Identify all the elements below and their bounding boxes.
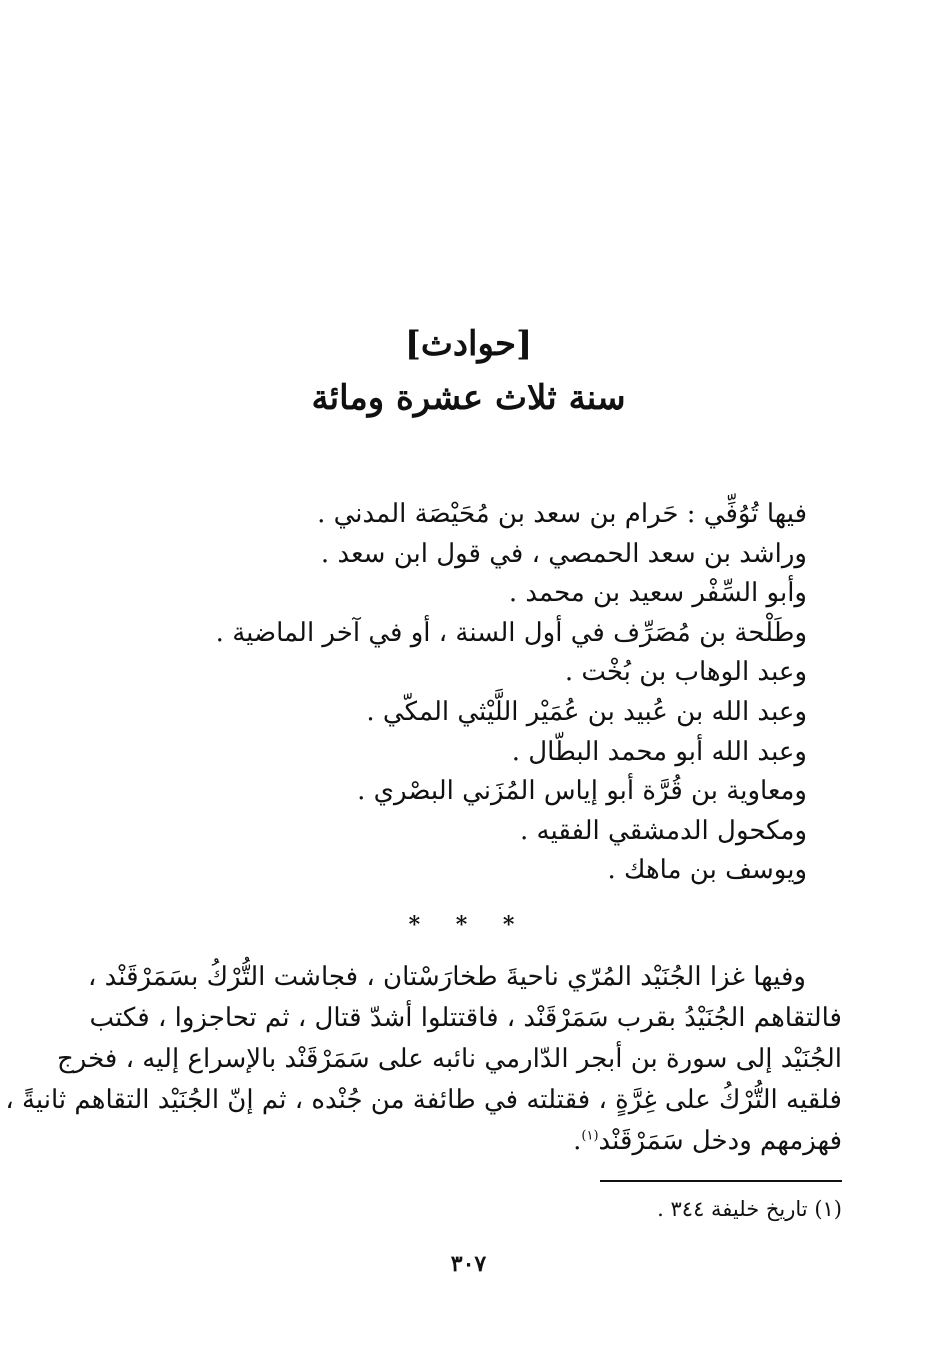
paragraph-line-end: . <box>573 1126 582 1156</box>
paragraph-line: فالتقاهم الجُنَيْدُ بقرب سَمَرْقَنْد ، فاقتتلوا أشدّ قتال ، ثم تحاجزوا ، فكتب <box>89 1003 842 1033</box>
year-heading: سنة ثلاث عشرة ومائة <box>311 378 626 418</box>
footnote-divider <box>600 1180 842 1182</box>
footnote: (١) تاريخ خليفة ٣٤٤ . <box>657 1197 842 1221</box>
list-item: وعبد الوهاب بن بُخْت . <box>564 657 807 688</box>
paragraph-last-line <box>94 1121 842 1162</box>
deaths-list <box>215 495 807 891</box>
list-item: وراشد بن سعد الحمصي ، في قول ابن سعد . <box>320 538 807 569</box>
list-item: ويوسف بن ماهك . <box>607 855 807 886</box>
paragraph-line: الجُنَيْد إلى سورة بن أبجر الدّارمي نائبه على سَمَرْقَنْد بالإسراع إليه ، فخرج <box>56 1044 842 1074</box>
section-separator: * * * <box>408 912 529 938</box>
page-number: ٣٠٧ <box>450 1251 487 1277</box>
list-item: وطَلْحة بن مُصَرِّف في أول السنة ، أو في آخر الماضية . <box>215 617 807 648</box>
list-item: وعبد الله بن عُبيد بن عُمَيْر اللَّيْثي المكّي . <box>366 696 807 727</box>
list-item: وعبد الله أبو محمد البطّال . <box>511 736 807 767</box>
footnote-reference[interactable]: (١) <box>581 1128 599 1144</box>
paragraph-line-text: فهزمهم ودخل سَمَرْقَنْد <box>598 1126 842 1156</box>
paragraph-line: وفيها غزا الجُنَيْد المُرّي ناحيةَ طخارَسْتان ، فجاشت التُّرْكُ بسَمَرْقَنْد ، <box>87 962 806 992</box>
list-item: فيها تُوُفِّي : حَرام بن سعد بن مُحَيْصَة المدني . <box>317 499 807 529</box>
list-item: ومعاوية بن قُرَّة أبو إياس المُزَني البصْري . <box>357 776 807 807</box>
list-item: ومكحول الدمشقي الفقيه . <box>520 815 807 846</box>
body-paragraph <box>5 957 842 1162</box>
list-item: وأبو السِّفْر سعيد بن محمد . <box>508 578 807 609</box>
paragraph-line: فلقيه التُّرْكُ على غِرَّةٍ ، فقتلته في طائفة من جُنْده ، ثم إنّ الجُنَيْد التقاهم ثانيةً ، <box>5 1085 842 1115</box>
section-heading: [حوادث] <box>404 324 533 364</box>
